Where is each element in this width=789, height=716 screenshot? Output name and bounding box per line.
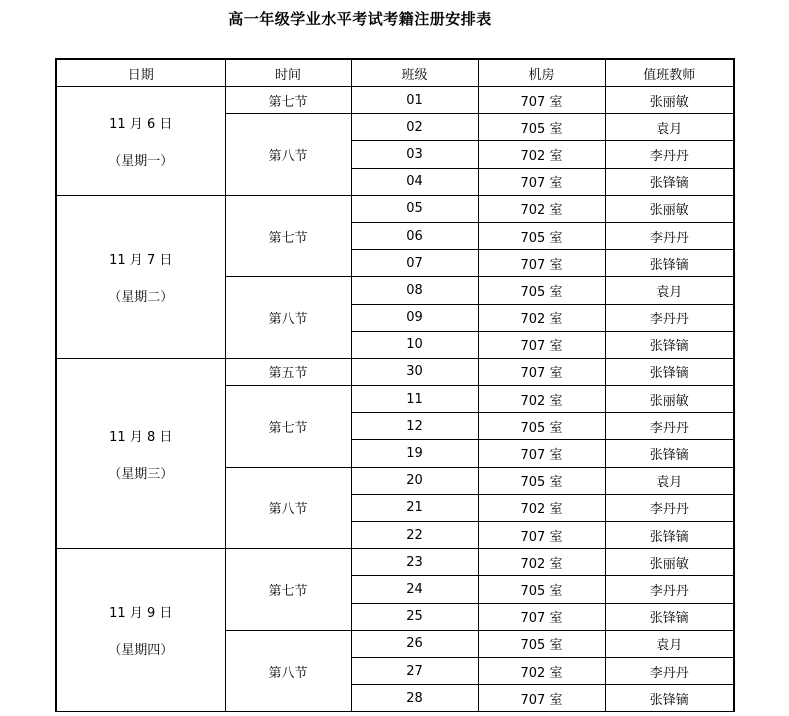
teacher-cell: 袁月 <box>605 114 734 141</box>
class-cell: 05 <box>351 195 478 222</box>
class-cell: 01 <box>351 87 478 114</box>
room-cell: 705 室 <box>478 467 605 494</box>
room-cell: 707 室 <box>478 87 605 114</box>
class-cell: 19 <box>351 440 478 467</box>
room-cell: 707 室 <box>478 168 605 195</box>
teacher-cell: 李丹丹 <box>605 576 734 603</box>
weekday-label: （星期四） <box>108 643 174 659</box>
room-cell: 707 室 <box>478 250 605 277</box>
table-row <box>56 549 734 576</box>
class-cell: 03 <box>351 141 478 168</box>
teacher-cell: 张锋镝 <box>605 440 734 467</box>
teacher-cell: 李丹丹 <box>605 413 734 440</box>
teacher-cell: 李丹丹 <box>605 657 734 684</box>
room-cell: 707 室 <box>478 440 605 467</box>
period-cell: 第八节 <box>225 630 351 712</box>
teacher-cell: 张锋镝 <box>605 358 734 385</box>
teacher-cell: 李丹丹 <box>605 222 734 249</box>
class-cell: 07 <box>351 250 478 277</box>
period-cell: 第五节 <box>225 358 351 385</box>
class-cell: 24 <box>351 576 478 603</box>
room-cell: 705 室 <box>478 222 605 249</box>
class-cell: 25 <box>351 603 478 630</box>
teacher-cell: 张锋镝 <box>605 522 734 549</box>
teacher-cell: 袁月 <box>605 467 734 494</box>
table-row <box>56 195 734 222</box>
date-label: 11 月 8 日 <box>109 429 173 445</box>
room-cell: 707 室 <box>478 358 605 385</box>
page-title: 高一年级学业水平考试考籍注册安排表 <box>228 10 492 28</box>
class-cell: 28 <box>351 685 478 712</box>
room-cell: 702 室 <box>478 195 605 222</box>
date-label: 11 月 7 日 <box>109 252 173 268</box>
room-cell: 702 室 <box>478 549 605 576</box>
weekday-label: （星期二） <box>108 289 174 305</box>
room-cell: 702 室 <box>478 494 605 521</box>
weekday-label: （星期三） <box>108 466 174 482</box>
class-cell: 20 <box>351 467 478 494</box>
room-cell: 705 室 <box>478 114 605 141</box>
teacher-cell: 张丽敏 <box>605 386 734 413</box>
class-cell: 08 <box>351 277 478 304</box>
class-cell: 27 <box>351 657 478 684</box>
room-cell: 702 室 <box>478 657 605 684</box>
class-cell: 04 <box>351 168 478 195</box>
class-cell: 10 <box>351 331 478 358</box>
room-cell: 707 室 <box>478 685 605 712</box>
period-cell: 第八节 <box>225 114 351 196</box>
weekday-label: （星期一） <box>108 153 174 169</box>
class-cell: 21 <box>351 494 478 521</box>
header-class: 班级 <box>351 59 478 87</box>
class-cell: 23 <box>351 549 478 576</box>
class-cell: 11 <box>351 386 478 413</box>
period-cell: 第八节 <box>225 277 351 359</box>
teacher-cell: 张丽敏 <box>605 87 734 114</box>
room-cell: 702 室 <box>478 304 605 331</box>
teacher-cell: 张锋镝 <box>605 331 734 358</box>
table-body <box>56 87 734 712</box>
period-cell: 第七节 <box>225 386 351 468</box>
date-cell <box>56 358 225 548</box>
room-cell: 705 室 <box>478 630 605 657</box>
room-cell: 707 室 <box>478 331 605 358</box>
date-label: 11 月 6 日 <box>109 116 173 132</box>
room-cell: 705 室 <box>478 576 605 603</box>
class-cell: 12 <box>351 413 478 440</box>
class-cell: 06 <box>351 222 478 249</box>
class-cell: 26 <box>351 630 478 657</box>
period-cell: 第七节 <box>225 87 351 114</box>
teacher-cell: 张丽敏 <box>605 549 734 576</box>
teacher-cell: 张锋镝 <box>605 250 734 277</box>
header-teacher: 值班教师 <box>605 59 734 87</box>
header-date: 日期 <box>56 59 225 87</box>
room-cell: 705 室 <box>478 277 605 304</box>
schedule-table <box>55 58 735 712</box>
period-cell: 第八节 <box>225 467 351 549</box>
period-cell: 第七节 <box>225 549 351 631</box>
teacher-cell: 袁月 <box>605 277 734 304</box>
room-cell: 702 室 <box>478 141 605 168</box>
period-cell: 第七节 <box>225 195 351 277</box>
teacher-cell: 张丽敏 <box>605 195 734 222</box>
room-cell: 707 室 <box>478 603 605 630</box>
teacher-cell: 张锋镝 <box>605 168 734 195</box>
room-cell: 702 室 <box>478 386 605 413</box>
date-cell <box>56 87 225 196</box>
header-time: 时间 <box>225 59 351 87</box>
class-cell: 30 <box>351 358 478 385</box>
teacher-cell: 李丹丹 <box>605 304 734 331</box>
table-row <box>56 358 734 385</box>
teacher-cell: 李丹丹 <box>605 494 734 521</box>
teacher-cell: 张锋镝 <box>605 603 734 630</box>
date-cell <box>56 195 225 358</box>
teacher-cell: 李丹丹 <box>605 141 734 168</box>
date-label: 11 月 9 日 <box>109 606 173 622</box>
class-cell: 02 <box>351 114 478 141</box>
room-cell: 707 室 <box>478 522 605 549</box>
teacher-cell: 袁月 <box>605 630 734 657</box>
table-row <box>56 87 734 114</box>
class-cell: 09 <box>351 304 478 331</box>
header-room: 机房 <box>478 59 605 87</box>
teacher-cell: 张锋镝 <box>605 685 734 712</box>
table-header-row <box>56 59 734 87</box>
class-cell: 22 <box>351 522 478 549</box>
room-cell: 705 室 <box>478 413 605 440</box>
date-cell <box>56 549 225 712</box>
